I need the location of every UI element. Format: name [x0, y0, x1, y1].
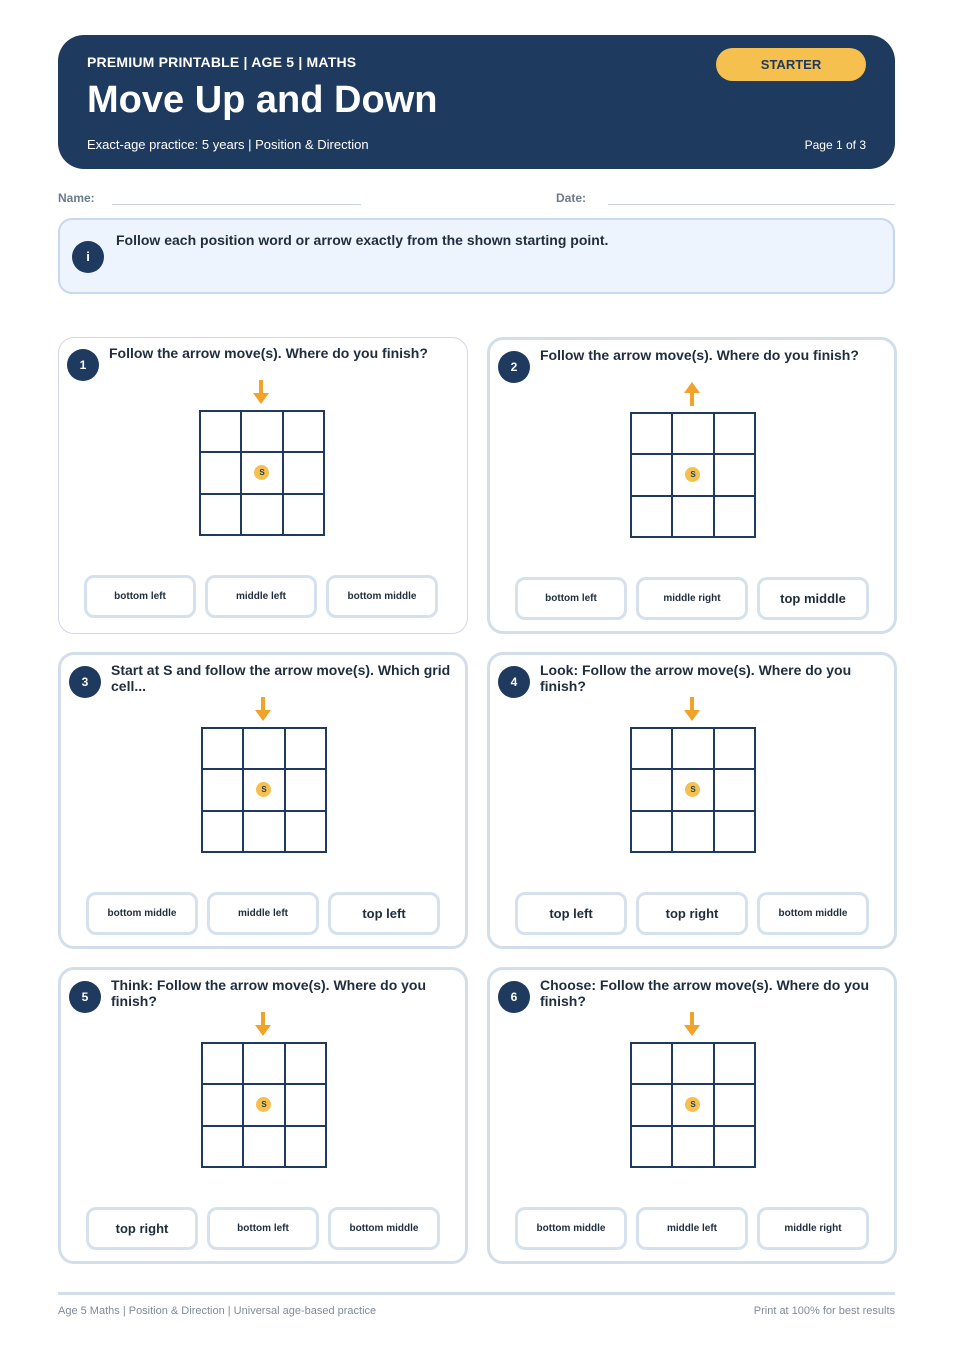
- question-card: [487, 652, 897, 949]
- grid-cell: [631, 811, 672, 852]
- question-number: 2: [498, 351, 530, 383]
- position-grid: [201, 1042, 327, 1168]
- grid-cell: [283, 452, 324, 493]
- question-text: Look: Follow the arrow move(s). Where do you finish?: [540, 662, 852, 694]
- footer-divider: [58, 1292, 895, 1295]
- grid-cell: [243, 769, 284, 810]
- start-marker: S: [685, 782, 700, 797]
- question-text: Think: Follow the arrow move(s). Where do you finish?: [111, 977, 427, 1009]
- header-kicker: PREMIUM PRINTABLE | AGE 5 | MATHS: [87, 54, 357, 70]
- answer-option[interactable]: middle left: [636, 1207, 748, 1250]
- footer-right-text: Print at 100% for best results: [753, 1305, 895, 1317]
- grid-cell: [243, 811, 284, 852]
- grid-cell: [200, 411, 241, 452]
- grid-cell: [714, 811, 755, 852]
- question-text: Choose: Follow the arrow move(s). Where do you finish?: [540, 977, 870, 1009]
- question-number: 4: [498, 666, 530, 698]
- start-marker: S: [685, 1097, 700, 1112]
- header-subtitle: Exact-age practice: 5 years | Position & Direction: [87, 137, 369, 152]
- question-card: [58, 652, 468, 949]
- arrow-down-icon: [680, 1012, 704, 1038]
- grid-cell: [714, 769, 755, 810]
- grid-cell: [714, 454, 755, 495]
- answer-option[interactable]: top middle: [757, 577, 869, 620]
- grid-cell: [631, 1126, 672, 1167]
- grid-cell: [714, 1084, 755, 1125]
- position-grid: [201, 727, 327, 853]
- arrow-down-icon: [251, 697, 275, 723]
- grid-cell: [285, 769, 326, 810]
- grid-cell: [631, 413, 672, 454]
- date-label: Date:: [556, 191, 587, 205]
- grid-cell: [243, 728, 284, 769]
- grid-cell: [283, 494, 324, 535]
- answer-option[interactable]: top right: [86, 1207, 198, 1250]
- name-label: Name:: [58, 191, 95, 205]
- arrow-down-icon: [680, 697, 704, 723]
- start-marker: S: [254, 465, 269, 480]
- grid-cell: [672, 1126, 713, 1167]
- grid-cell: [241, 411, 282, 452]
- grid-cell: [672, 454, 713, 495]
- question-text: Start at S and follow the arrow move(s). Which grid cell...: [111, 662, 451, 694]
- answer-option[interactable]: top right: [636, 892, 748, 935]
- grid-cell: [714, 1126, 755, 1167]
- answer-option[interactable]: bottom middle: [328, 1207, 440, 1250]
- position-grid: [630, 1042, 756, 1168]
- grid-cell: [202, 1126, 243, 1167]
- grid-cell: [283, 411, 324, 452]
- grid-cell: [202, 1084, 243, 1125]
- question-number: 6: [498, 981, 530, 1013]
- arrow-down-icon: [251, 1012, 275, 1038]
- start-marker: S: [256, 782, 271, 797]
- question-card: [58, 967, 468, 1264]
- answer-option[interactable]: middle right: [757, 1207, 869, 1250]
- grid-cell: [202, 811, 243, 852]
- date-line[interactable]: [608, 204, 895, 205]
- position-grid: [199, 410, 325, 536]
- answer-option[interactable]: middle left: [207, 892, 319, 935]
- grid-cell: [285, 1084, 326, 1125]
- position-grid: [630, 412, 756, 538]
- question-card: [487, 337, 897, 634]
- answer-option[interactable]: bottom middle: [515, 1207, 627, 1250]
- position-grid: [630, 727, 756, 853]
- question-number: 5: [69, 981, 101, 1013]
- grid-cell: [631, 496, 672, 537]
- answer-option[interactable]: top left: [328, 892, 440, 935]
- grid-cell: [202, 728, 243, 769]
- grid-cell: [631, 1043, 672, 1084]
- grid-cell: [631, 769, 672, 810]
- grid-cell: [631, 454, 672, 495]
- instruction-box: [58, 218, 895, 294]
- grid-cell: [672, 1084, 713, 1125]
- grid-cell: [631, 728, 672, 769]
- footer-left-text: Age 5 Maths | Position & Direction | Universal age-based practice: [58, 1305, 377, 1317]
- grid-cell: [285, 728, 326, 769]
- answer-option[interactable]: middle right: [636, 577, 748, 620]
- answer-option[interactable]: bottom left: [84, 575, 196, 618]
- grid-cell: [672, 728, 713, 769]
- grid-cell: [672, 811, 713, 852]
- grid-cell: [672, 769, 713, 810]
- grid-cell: [714, 496, 755, 537]
- page-title: Move Up and Down: [87, 79, 438, 121]
- grid-cell: [241, 452, 282, 493]
- grid-cell: [202, 1043, 243, 1084]
- question-number: 1: [67, 349, 99, 381]
- question-text: Follow the arrow move(s). Where do you finish?: [109, 345, 428, 361]
- grid-cell: [672, 496, 713, 537]
- arrow-up-icon: [680, 382, 704, 408]
- grid-cell: [714, 413, 755, 454]
- grid-cell: [285, 811, 326, 852]
- level-badge: STARTER: [716, 48, 866, 81]
- name-line[interactable]: [112, 204, 361, 205]
- start-marker: S: [256, 1097, 271, 1112]
- grid-cell: [200, 452, 241, 493]
- question-card: [58, 337, 468, 634]
- grid-cell: [672, 1043, 713, 1084]
- answer-option[interactable]: bottom middle: [326, 575, 438, 618]
- question-number: 3: [69, 666, 101, 698]
- answer-option[interactable]: top left: [515, 892, 627, 935]
- question-text: Follow the arrow move(s). Where do you finish?: [540, 347, 859, 363]
- grid-cell: [243, 1084, 284, 1125]
- grid-cell: [285, 1043, 326, 1084]
- instruction-text: Follow each position word or arrow exactly from the shown starting point.: [116, 232, 609, 248]
- answer-option[interactable]: middle left: [205, 575, 317, 618]
- answer-option[interactable]: bottom left: [207, 1207, 319, 1250]
- grid-cell: [200, 494, 241, 535]
- answer-option[interactable]: bottom left: [515, 577, 627, 620]
- answer-option[interactable]: bottom middle: [757, 892, 869, 935]
- grid-cell: [714, 1043, 755, 1084]
- question-card: [487, 967, 897, 1264]
- answer-option[interactable]: bottom middle: [86, 892, 198, 935]
- grid-cell: [202, 769, 243, 810]
- grid-cell: [672, 413, 713, 454]
- grid-cell: [243, 1043, 284, 1084]
- page-number: Page 1 of 3: [804, 138, 866, 152]
- start-marker: S: [685, 467, 700, 482]
- grid-cell: [241, 494, 282, 535]
- arrow-down-icon: [249, 380, 273, 406]
- grid-cell: [631, 1084, 672, 1125]
- grid-cell: [243, 1126, 284, 1167]
- worksheet-header: [58, 35, 895, 169]
- grid-cell: [285, 1126, 326, 1167]
- info-icon: i: [72, 241, 104, 273]
- grid-cell: [714, 728, 755, 769]
